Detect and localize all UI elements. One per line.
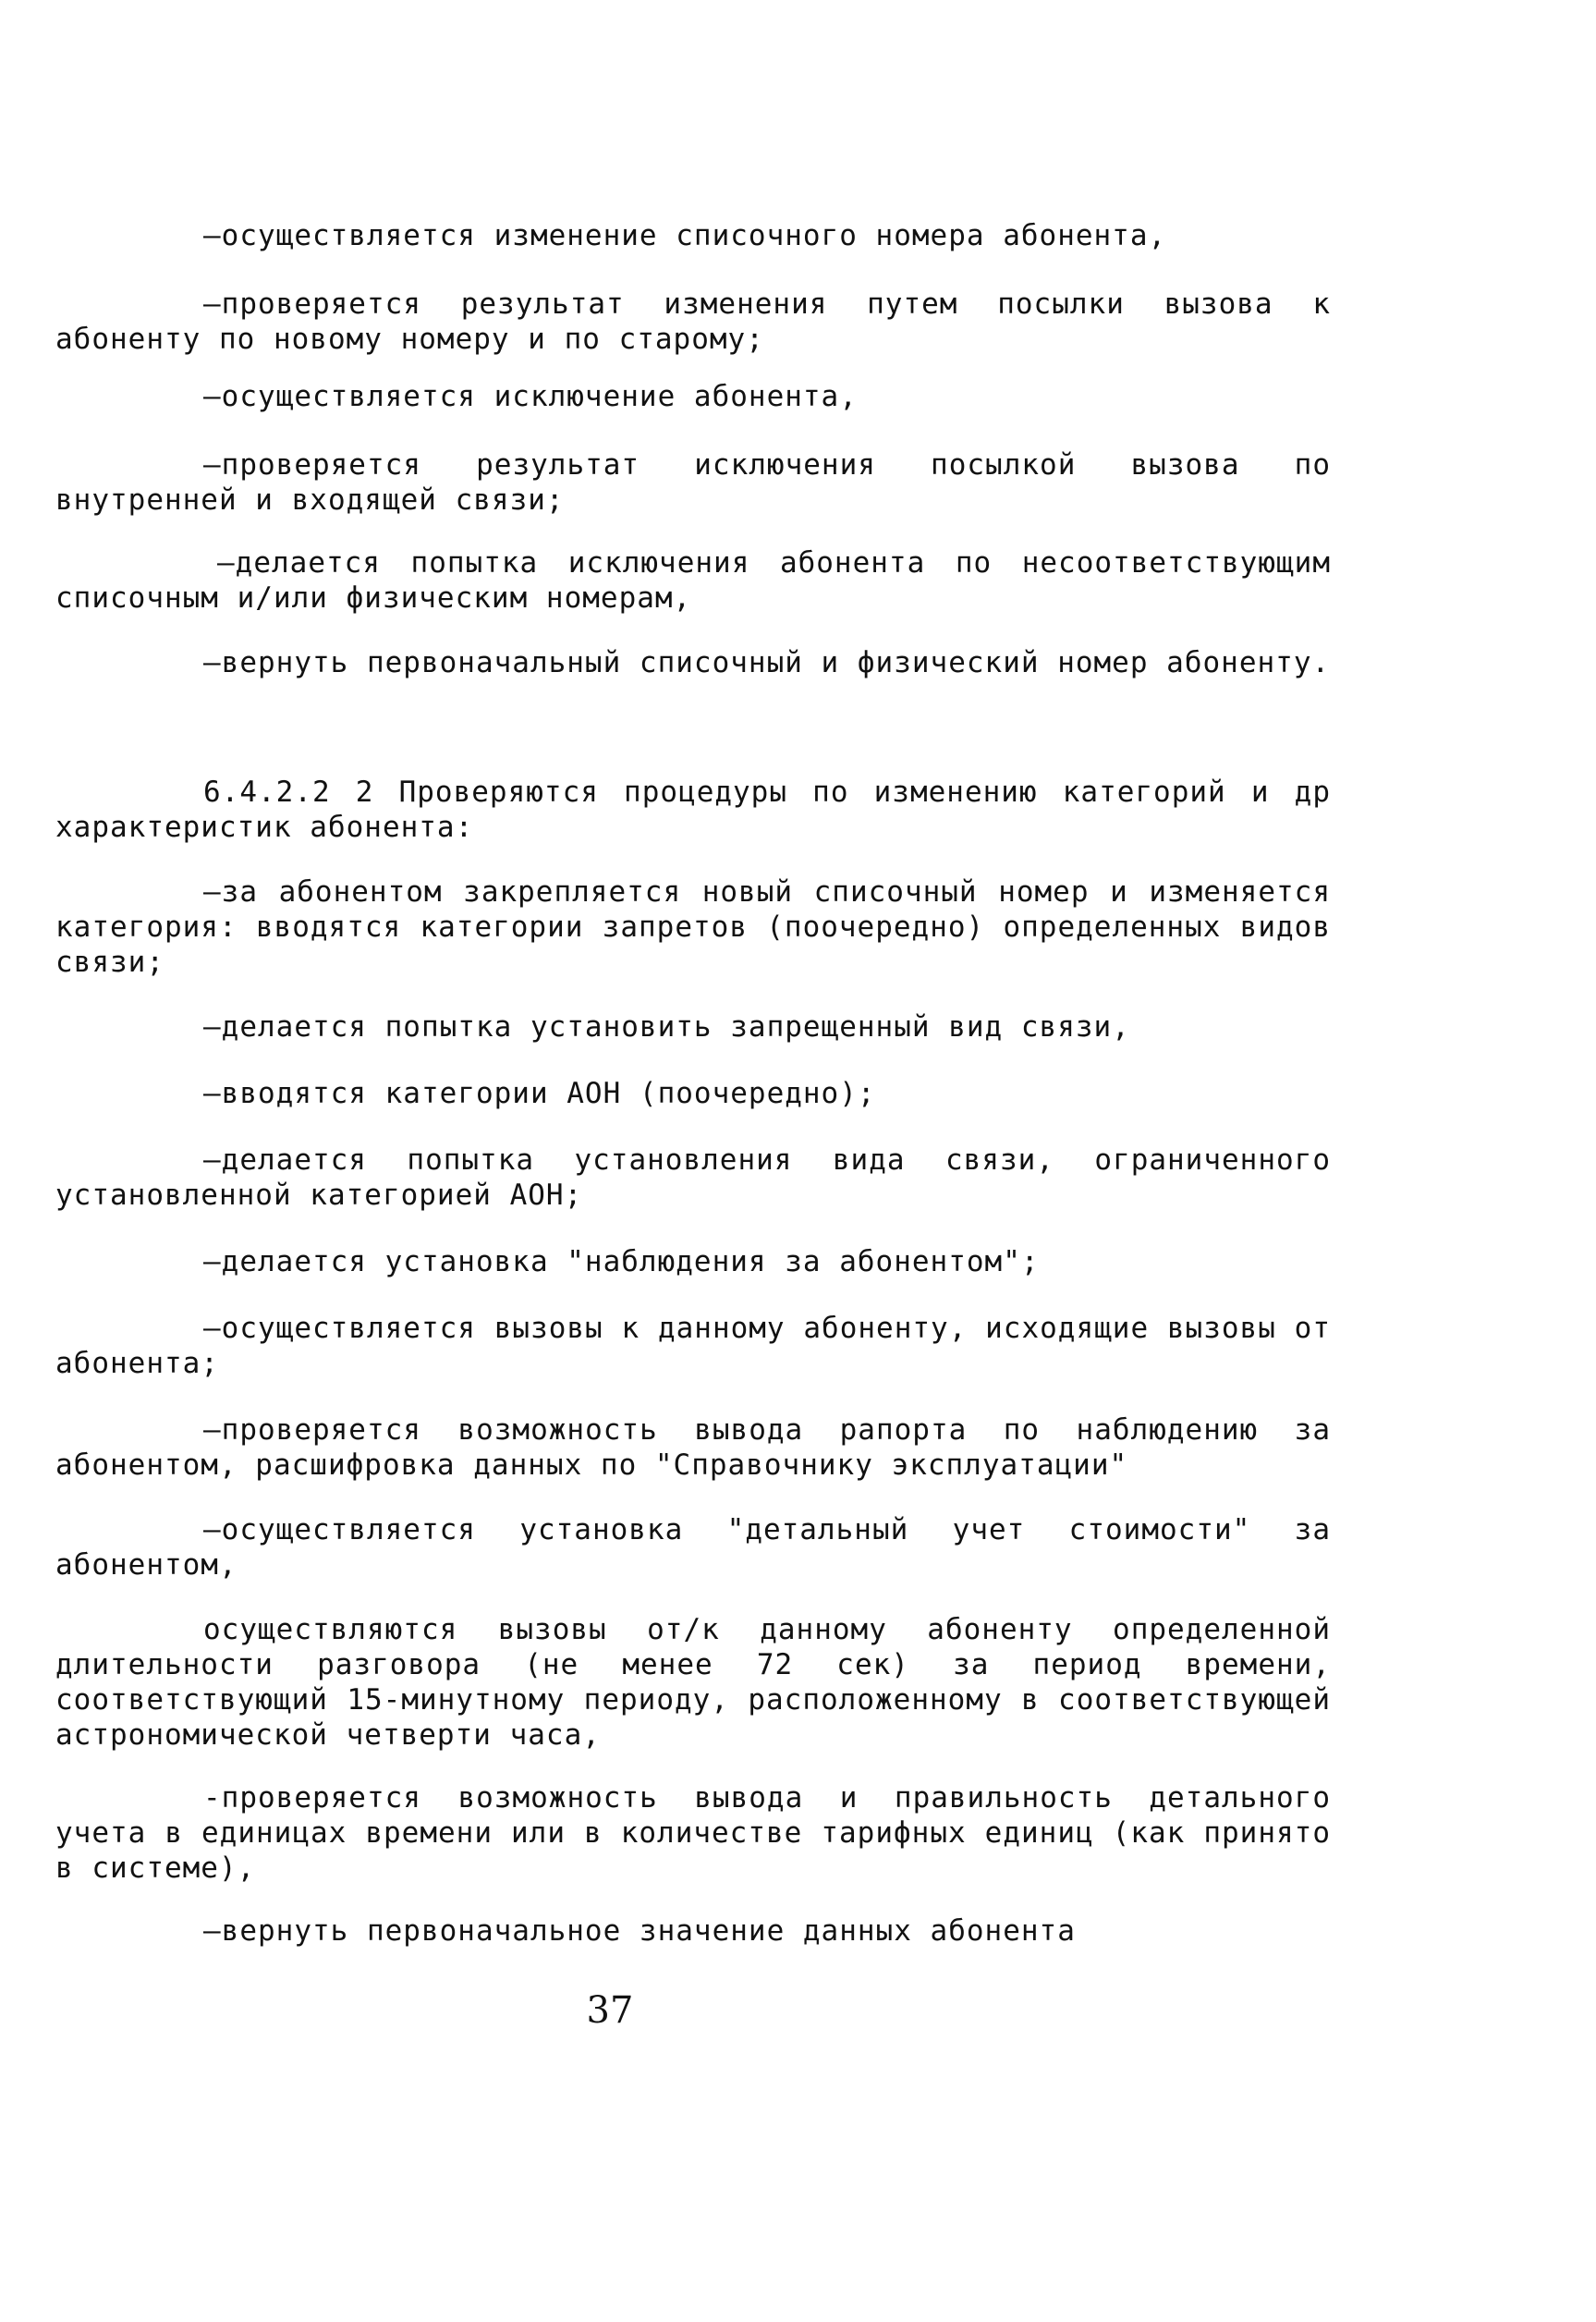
paragraph-16: -проверяется возможность вывода и правильность детального учета в единицах времени или в количестве тарифных единиц (как принято в системе), [55, 1781, 1331, 1885]
paragraph-2: –проверяется результат изменения путем посылки вызова к абоненту по новому номеру и по старому; [55, 287, 1331, 356]
paragraph-12: –осуществляется вызовы к данному абоненту, исходящие вызовы от абонента; [55, 1312, 1331, 1380]
paragraph-5: –делается попытка исключения абонента по несоответствующим списочным и/или физическим номерам, [55, 546, 1331, 615]
paragraph-6: –вернуть первоначальный списочный и физический номер абоненту. [203, 646, 1331, 679]
paragraph-14: –осуществляется установка "детальный учет стоимости" за абонентом, [55, 1513, 1331, 1582]
paragraph-17: –вернуть первоначальное значение данных абонента [203, 1914, 1076, 1948]
paragraph-9: –вводятся категории АОН (поочередно); [203, 1077, 876, 1110]
paragraph-8: –делается попытка установить запрещенный вид связи, [203, 1010, 1130, 1044]
page-number: 37 [586, 1989, 634, 2032]
paragraph-15: осуществляются вызовы от/к данному абоненту определенной длительности разговора (не менее 72 сек) за период времени, соответствующий 15-минутному периоду, расположенному в соответствующей астрономической четверти часа, [55, 1613, 1331, 1752]
paragraph-10: –делается попытка установления вида связи, ограниченного установленной категорией АОН; [55, 1143, 1331, 1212]
paragraph-1: –осуществляется изменение списочного номера абонента, [203, 219, 1167, 252]
section-heading-6-4-2-2-2: 6.4.2.2 2 Проверяются процедуры по изменению категорий и др характеристик абонента: [55, 776, 1331, 844]
paragraph-11: –делается установка "наблюдения за абонентом"; [203, 1245, 1040, 1278]
paragraph-3: –осуществляется исключение абонента, [203, 380, 858, 413]
paragraph-7: –за абонентом закрепляется новый списочный номер и изменяется категория: вводятся категории запретов (поочередно) определенных видов связи; [55, 875, 1331, 979]
paragraph-13: –проверяется возможность вывода рапорта по наблюдению за абонентом, расшифровка данных по "Справочнику эксплуатации" [55, 1413, 1331, 1482]
paragraph-4: –проверяется результат исключения посылкой вызова по внутренней и входящей связи; [55, 448, 1331, 517]
